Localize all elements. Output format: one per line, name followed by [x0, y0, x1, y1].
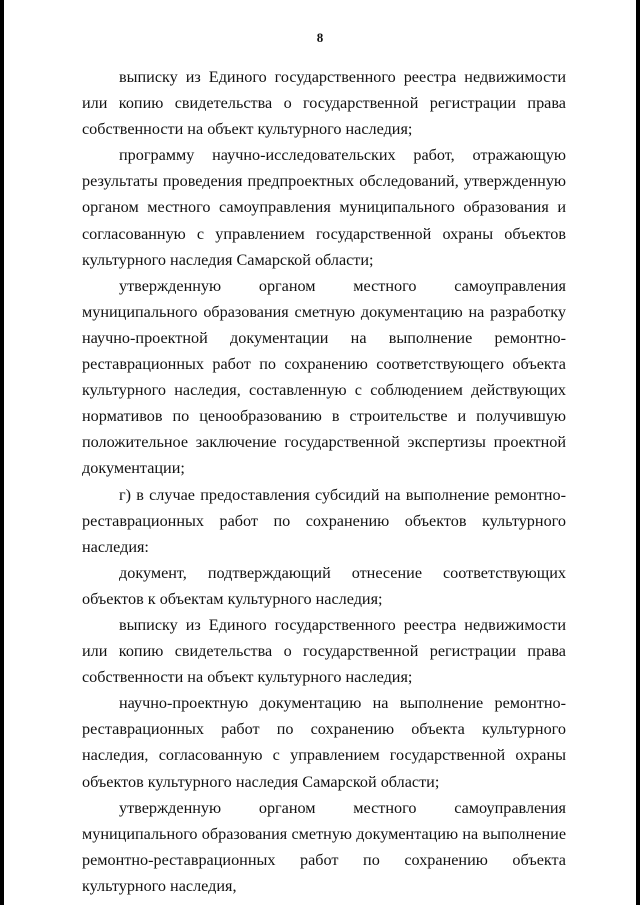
- paragraph-subsidy-case-g: г) в случае предоставления субсидий на выполнение ремонтно-реставрационных работ по сохранению объектов культурного наследия:: [82, 485, 566, 556]
- scan-border-right: [636, 0, 640, 905]
- paragraph-heritage-document: документ, подтверждающий отнесение соответствующих объектов к объектам культурного наследия;: [82, 563, 566, 608]
- paragraph-research-program: программу научно-исследовательских работ, отражающую результаты проведения предпроектных обследований, утвержденную органом местного самоуправления муниципального образования и согласованную с управлением государственной охраны объектов культурного наследия Самарской области;: [82, 146, 566, 269]
- paragraph-estimate-design: утвержденную органом местного самоуправления муниципального образования сметную документацию на разработку научно-проектной документации на выполнение ремонтно-реставрационных работ по сохранению соответствующего объекта культурного наследия, составленную с соблюдением действующих нормативов по ценообразованию в строительстве и получившую положительное заключение государственной экспертизы проектной документации;: [82, 276, 566, 478]
- document-body: [82, 64, 566, 899]
- scan-border-left: [0, 0, 4, 905]
- paragraph-egrn-extract-2: выписку из Единого государственного реестра недвижимости или копию свидетельства о государственной регистрации права собственности на объект культурного наследия;: [82, 615, 566, 687]
- paragraph-egrn-extract: выписку из Единого государственного реестра недвижимости или копию свидетельства о государственной регистрации права собственности на объект культурного наследия;: [82, 68, 566, 139]
- paragraph-estimate-restoration: утвержденную органом местного самоуправления муниципального образования сметную документацию на выполнение ремонтно-реставрационных работ по сохранению объекта культурного наследия,: [82, 798, 566, 895]
- paragraph-design-documentation: научно-проектную документацию на выполнение ремонтно-реставрационных работ по сохранению объекта культурного наследия, согласованную с управлением государственной охраны объектов культурного наследия Самарской области;: [82, 694, 566, 791]
- page-number: 8: [316, 30, 324, 45]
